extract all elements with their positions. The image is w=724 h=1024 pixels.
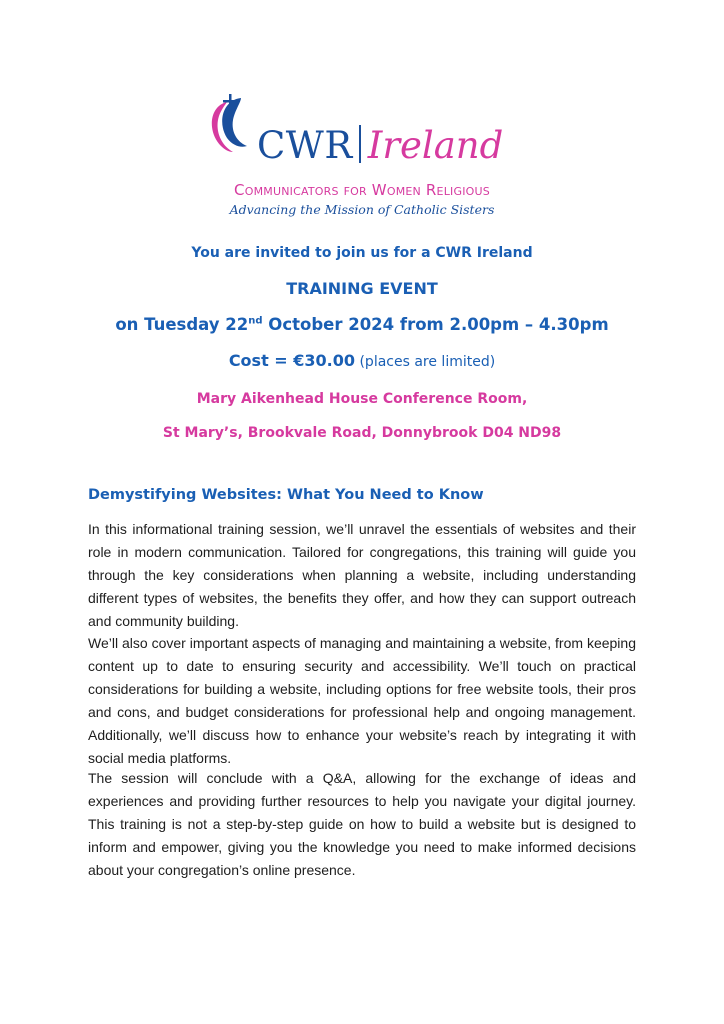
event-cost-note: (places are limited) bbox=[355, 354, 496, 370]
logo-brand-suffix: Ireland bbox=[367, 124, 504, 167]
logo-divider bbox=[359, 125, 361, 163]
event-title: TRAINING EVENT bbox=[286, 279, 438, 298]
body-paragraph-1: In this informational training session, we’ll unravel the essentials of websites and their role in modern communication. Tailored for congregations, this training will guide you through the key considerations when planning a website, including understanding different types of websites, the benefits they offer, and how they can support outreach and community building. bbox=[88, 521, 636, 629]
invitation-text: You are invited to join us for a CWR Ireland bbox=[191, 245, 533, 261]
logo-subtitle: Advancing the Mission of Catholic Sisters bbox=[229, 202, 495, 217]
event-cost bbox=[0, 351, 724, 370]
venue-line-1: Mary Aikenhead House Conference Room, bbox=[196, 391, 528, 407]
event-date-rest: October 2024 from 2.00pm – 4.30pm bbox=[262, 315, 609, 334]
cwr-ireland-logo bbox=[205, 88, 505, 178]
section-heading: Demystifying Websites: What You Need to Know bbox=[88, 487, 484, 503]
body-paragraph-2: We’ll also cover important aspects of managing and maintaining a website, from keeping content up to date to ensuring security and accessibility. We’ll touch on practical considerations for building a website, including options for free website tools, their pros and cons, and budget considerations for professional help and ongoing management. Additionally, we’ll discuss how to enhance your website’s reach by integrating it with social media platforms. bbox=[88, 635, 636, 766]
event-date-ordinal: nd bbox=[248, 315, 263, 327]
logo-tagline: Communicators for Women Religious bbox=[234, 181, 490, 199]
event-cost-amount: Cost = €30.00 bbox=[228, 351, 356, 370]
cwr-cross-emblem-icon bbox=[205, 88, 265, 158]
body-paragraph-3: The session will conclude with a Q&A, allowing for the exchange of ideas and experiences and providing further resources to help you navigate your digital journey. This training is not a step-by-step guide on how to build a website but is designed to inform and empower, giving you the knowledge you need to make informed decisions about your congregation’s online presence. bbox=[88, 770, 636, 878]
logo-brand: CWR bbox=[257, 124, 353, 167]
event-date bbox=[0, 315, 724, 334]
event-date-prefix: on Tuesday 22 bbox=[115, 315, 249, 334]
logo-wordmark bbox=[257, 124, 504, 167]
venue-line-2: St Mary’s, Brookvale Road, Donnybrook D04 ND98 bbox=[162, 425, 562, 441]
